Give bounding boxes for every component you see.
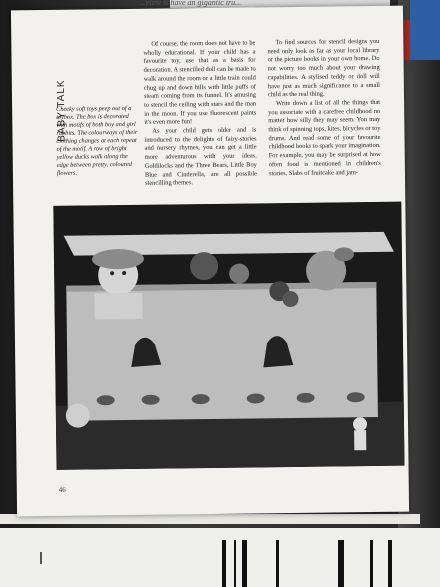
- top-page-strip-text: ...elow is have an gigantic iru...: [140, 0, 242, 7]
- photo-caption: Cheeky soft toys peep out of a toybox. The box is decorated with motifs of both boy and girl rabbits. The colourways of their clothing changes at each repeat of the motif. A row of bright yellow ducks walk along the edge between pretty, coloured flowers.: [56, 104, 138, 177]
- blue-binder-tab: [410, 0, 440, 60]
- paragraph: To find sources for stencil designs you need only look as far as your local library or the picture books in your own home. Do not worry too much about your drawing capabilities. A stylised teddy or doll will have just as much significance to a small child as the real thing.: [267, 37, 380, 99]
- lower-page-bleed-marks: [220, 540, 440, 587]
- page-number: 46: [58, 485, 66, 494]
- paragraph: Of course, the room does not have to be wholly educational. If your child has a favourite toy, use that as a basis for decoration. A stencilled doll can be made to walk around the room or a little train could chug up and down hills with little puffs of steam coming from its funnel. It's amusing to stencil the ceiling with stars and the man in the moon. If you use fluorescent paints it's even more fun!: [143, 39, 257, 127]
- toybox-photo: [53, 202, 404, 470]
- lower-page-mark: [40, 552, 42, 564]
- running-head: BABY TALK: [55, 79, 68, 142]
- paragraph: Write down a list of all the things that you associate with a carefree childhood no matter how silly they may seem. You may think of spinning tops, kites, bicycles or toy drums. And read some of your favourite childhood books to spark your imagination. For example, you may be surprised at how often food is mentioned in children's stories. Slabs of fruitcake and jam-: [268, 98, 381, 177]
- text-column-1: [143, 39, 257, 188]
- paragraph: As your child gets older and is introduced to the delights of fairy-stories and nursery rhymes, you can get a little more adventurous with your ideas. Goldilocks and the Three Bears, Little Boy Blue and Cinderella, are all possible stencilling themes.: [144, 126, 257, 188]
- running-head-container: [34, 79, 68, 162]
- toybox-illustration: [53, 202, 404, 470]
- text-column-2: [267, 38, 381, 179]
- magazine-page: [11, 6, 409, 517]
